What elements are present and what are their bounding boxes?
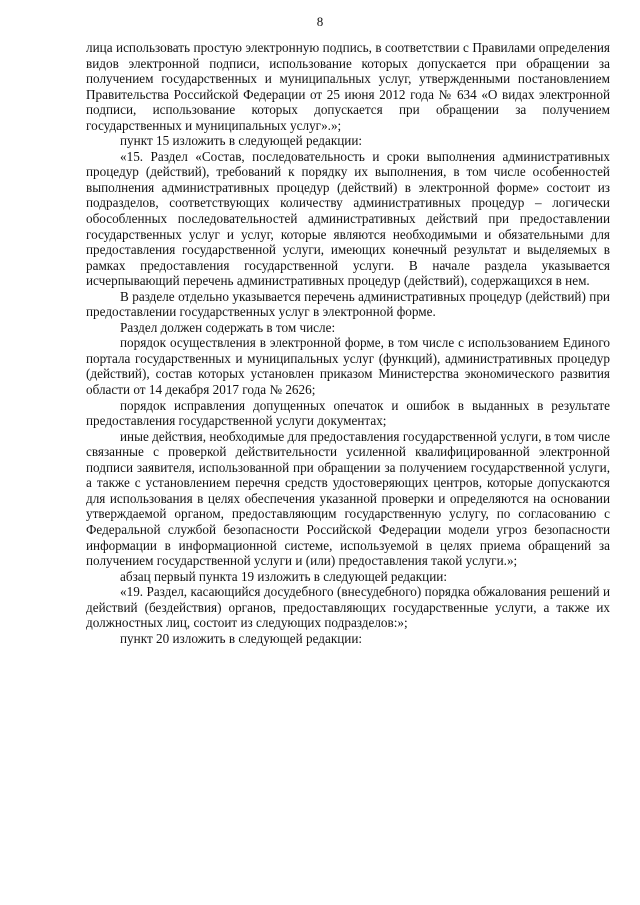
document-paragraph: «15. Раздел «Состав, последовательность и сроки выполнения административных процедур (действий), требований к порядку их выполнения, в том числе особенностей выполнения административных процедур (действий) в электронной форме» состоит из подразделов, соответствующих количеству административных процедур – логически обособленных последовательностей административных действий при предоставлении государственных услуг и услуг, которые являются необходимыми и обязательными для предоставления государственной услуги, имеющих конечный результат и выделяемых в рамках предоставления государственной услуги. В начале раздела указывается исчерпывающий перечень административных процедур (действий), содержащихся в нем.	[86, 148, 610, 289]
page-number: 8	[316, 14, 324, 29]
document-paragraph: Раздел должен содержать в том числе:	[120, 319, 336, 335]
document-paragraph: порядок исправления допущенных опечаток и ошибок в выданных в результате предоставления государственной услуги документах;	[86, 397, 610, 429]
document-paragraph: абзац первый пункта 19 изложить в следующей редакции:	[120, 568, 448, 584]
document-paragraph: В разделе отдельно указывается перечень административных процедур (действий) при предоставлении государственных услуг в электронной форме.	[86, 288, 610, 320]
document-paragraph: иные действия, необходимые для предоставления государственной услуги, в том числе связанные с проверкой действительности усиленной квалифицированной электронной подписи заявителя, использованной при обращении за получением государственной услуги, а также с установлением перечня средств удостоверяющих центров, которые допускаются для использования в целях обеспечения указанной проверки и определяются на основании утверждаемой органом, предоставляющим государственную услугу, по согласованию с Федеральной службой безопасности Российской Федерации модели угроз безопасности информации в информационной системе, используемой в целях приема обращений за получением государственной услуги и (или) предоставления такой услуги.»;	[86, 428, 610, 569]
document-body	[86, 40, 610, 646]
document-paragraph: порядок осуществления в электронной форме, в том числе с использованием Единого портала государственных и муниципальных услуг (функций), административных процедур (действий), состав которых установлен приказом Министерства экономического развития области от 14 декабря 2017 года № 2626;	[86, 335, 610, 398]
document-paragraph: лица использовать простую электронную подпись, в соответствии с Правилами определения видов электронной подписи, использование которых допускается при обращении за получением государственных и муниципальных услуг, утвержденными постановлением Правительства Российской Федерации от 25 июня 2012 года № 634 «О видах электронной подписи, использование которых допускается при обращении за получением государственных и муниципальных услуг».»;	[86, 40, 610, 133]
document-paragraph: пункт 20 изложить в следующей редакции:	[120, 630, 363, 646]
document-paragraph: «19. Раздел, касающийся досудебного (внесудебного) порядка обжалования решений и действий (бездействия) органов, предоставляющих государственные услуги, а также их должностных лиц, состоит из следующих подразделов:»;	[86, 584, 610, 631]
document-paragraph: пункт 15 изложить в следующей редакции:	[120, 133, 363, 149]
